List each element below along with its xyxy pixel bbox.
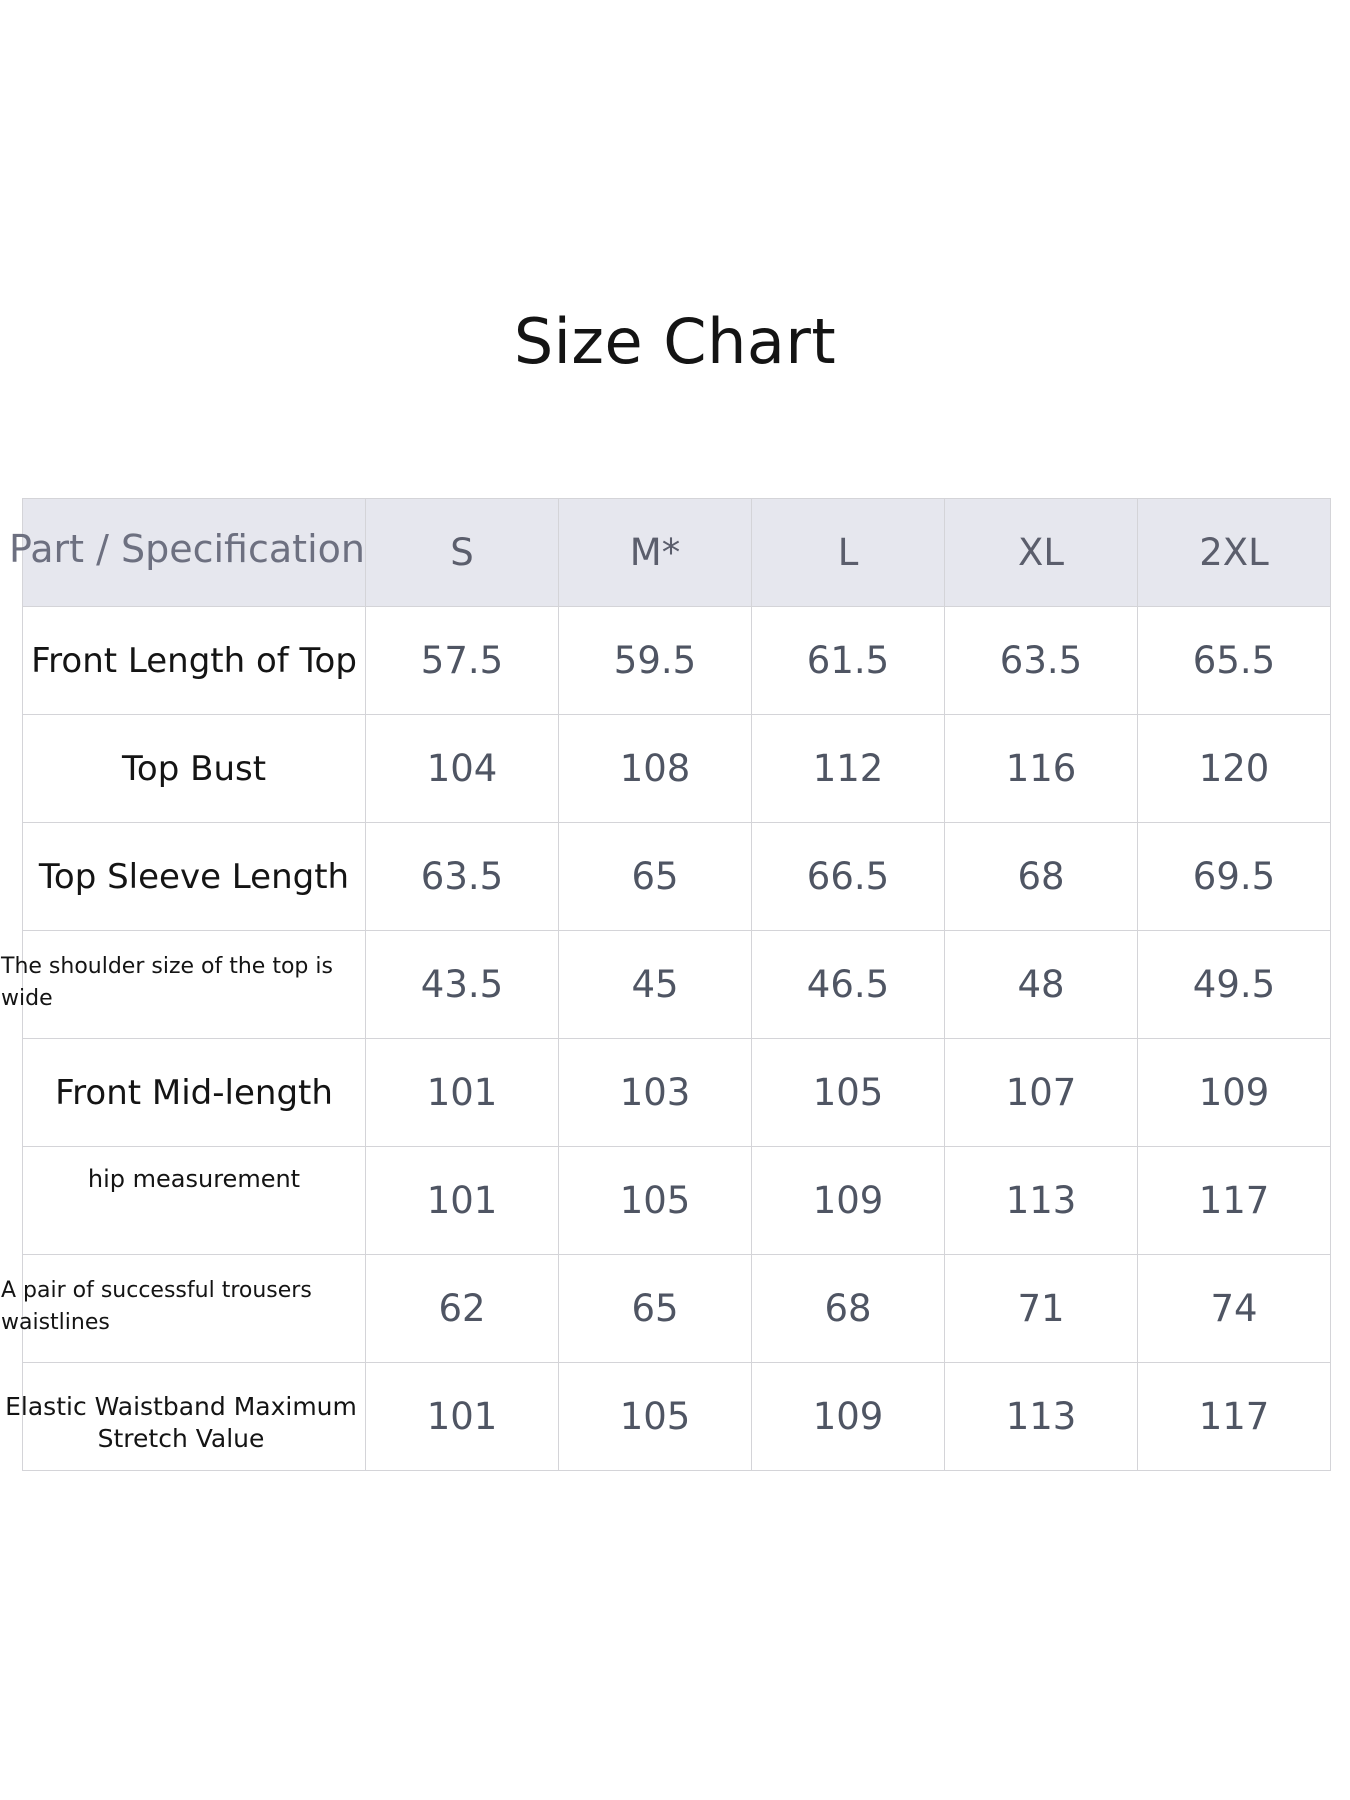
- value-cell: 65: [559, 823, 752, 931]
- value-cell: 66.5: [752, 823, 945, 931]
- value-cell: 108: [559, 715, 752, 823]
- row-label-cell: [1, 931, 366, 1039]
- value-cell: 105: [752, 1039, 945, 1147]
- table-row: [23, 823, 1331, 931]
- page-title: Size Chart: [513, 305, 837, 378]
- value-cell: 109: [752, 1363, 945, 1471]
- value-cell: 65.5: [1138, 607, 1331, 715]
- value-cell: 59.5: [559, 607, 752, 715]
- value-cell: 104: [366, 715, 559, 823]
- table-row: [23, 715, 1331, 823]
- value-cell: 101: [366, 1147, 559, 1255]
- value-cell: 113: [945, 1363, 1138, 1471]
- table-row: [23, 1147, 1331, 1255]
- value-cell: 57.5: [366, 607, 559, 715]
- row-label-cell: [1, 1255, 366, 1363]
- row-label: The shoulder size of the top is wide: [1, 954, 333, 1011]
- header-size-xl: XL: [945, 499, 1138, 607]
- value-cell: 63.5: [366, 823, 559, 931]
- row-label: Front Mid-length: [23, 1039, 366, 1147]
- row-label: Front Length of Top: [23, 607, 366, 715]
- table-row: [23, 931, 1331, 1039]
- row-label: Elastic Waistband Maximum Stretch Value: [5, 1392, 357, 1453]
- value-cell: 68: [752, 1255, 945, 1363]
- value-cell: 69.5: [1138, 823, 1331, 931]
- value-cell: 112: [752, 715, 945, 823]
- value-cell: 49.5: [1138, 931, 1331, 1039]
- value-cell: 45: [559, 931, 752, 1039]
- row-label-cell: [23, 1147, 366, 1255]
- header-size-l: L: [752, 499, 945, 607]
- value-cell: 105: [559, 1363, 752, 1471]
- value-cell: 117: [1138, 1363, 1331, 1471]
- value-cell: 65: [559, 1255, 752, 1363]
- header-spec-label: Part / Specification: [9, 527, 365, 571]
- value-cell: 103: [559, 1039, 752, 1147]
- row-label: A pair of successful trousers waistlines: [1, 1278, 312, 1335]
- value-cell: 105: [559, 1147, 752, 1255]
- value-cell: 107: [945, 1039, 1138, 1147]
- value-cell: 113: [945, 1147, 1138, 1255]
- value-cell: 61.5: [752, 607, 945, 715]
- header-size-2xl: 2XL: [1138, 499, 1331, 607]
- value-cell: 109: [1138, 1039, 1331, 1147]
- value-cell: 117: [1138, 1147, 1331, 1255]
- value-cell: 71: [945, 1255, 1138, 1363]
- value-cell: 48: [945, 931, 1138, 1039]
- row-label: Top Bust: [23, 715, 366, 823]
- value-cell: 74: [1138, 1255, 1331, 1363]
- value-cell: 63.5: [945, 607, 1138, 715]
- table-row: [23, 1363, 1331, 1471]
- header-row: [23, 499, 1331, 607]
- row-label-cell: [5, 1363, 366, 1471]
- value-cell: 43.5: [366, 931, 559, 1039]
- value-cell: 68: [945, 823, 1138, 931]
- table-row: [23, 1039, 1331, 1147]
- header-size-m: M*: [559, 499, 752, 607]
- value-cell: 101: [366, 1363, 559, 1471]
- value-cell: 109: [752, 1147, 945, 1255]
- row-label: hip measurement: [87, 1165, 301, 1193]
- row-label: Top Sleeve Length: [23, 823, 366, 931]
- size-chart-table: [1, 498, 1331, 1471]
- value-cell: 116: [945, 715, 1138, 823]
- table-row: [23, 607, 1331, 715]
- value-cell: 120: [1138, 715, 1331, 823]
- value-cell: 62: [366, 1255, 559, 1363]
- header-size-s: S: [366, 499, 559, 607]
- value-cell: 101: [366, 1039, 559, 1147]
- value-cell: 46.5: [752, 931, 945, 1039]
- header-spec-cell: [9, 499, 366, 607]
- table-row: [23, 1255, 1331, 1363]
